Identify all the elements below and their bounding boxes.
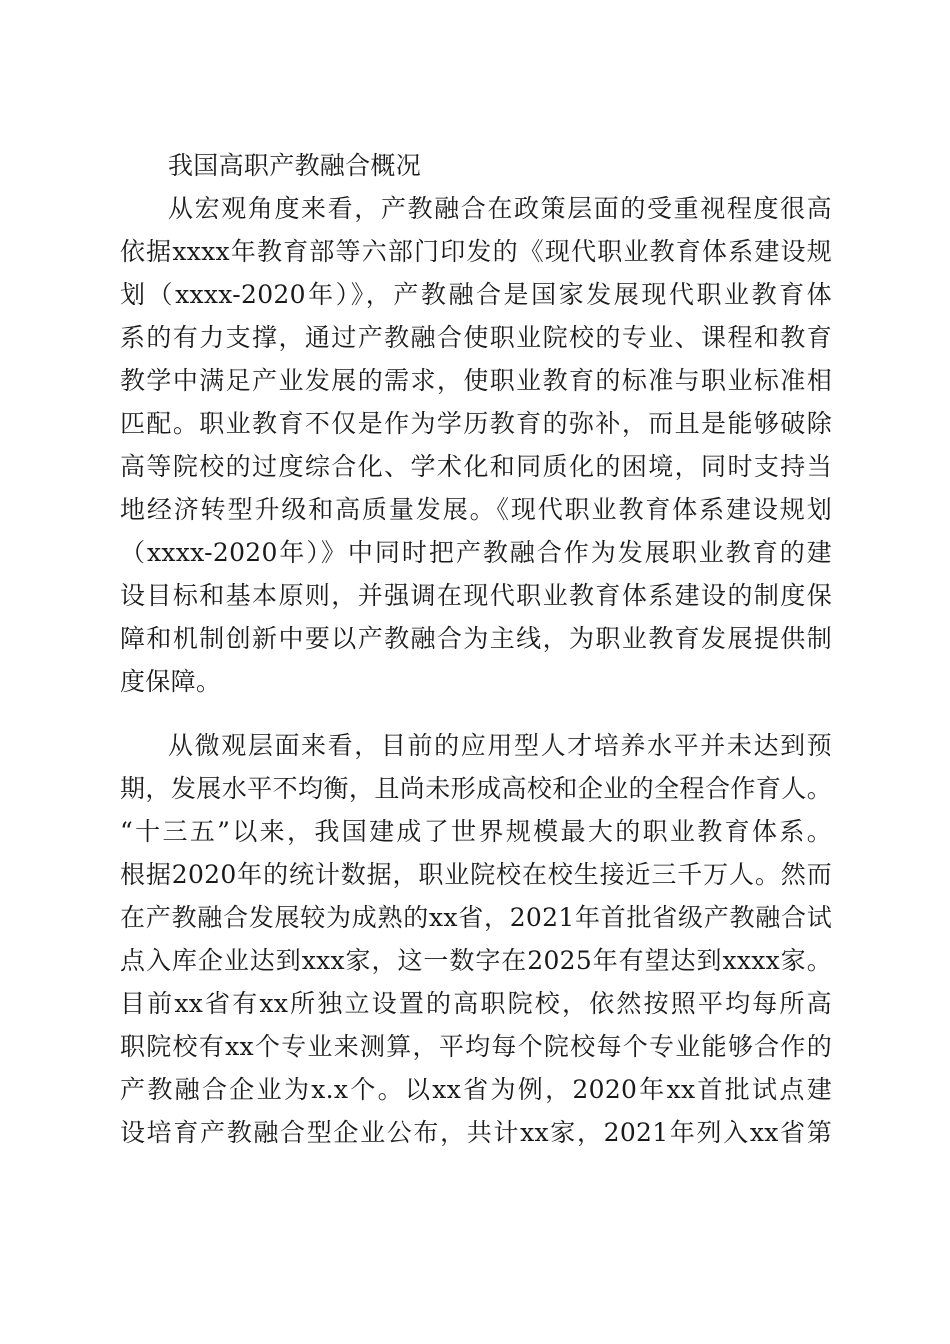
paragraph-line: 根据2020年的统计数据，职业院校在校生接近三千万人。然而 <box>120 860 832 889</box>
paragraph-line: 目前xx省有xx所独立设置的高职院校，依然按照平均每所高 <box>120 989 832 1018</box>
paragraph-line: 障和机制创新中要以产教融合为主线，为职业教育发展提供制 <box>120 624 832 653</box>
paragraph-line: 从微观层面来看，目前的应用型人才培养水平并未达到预 <box>168 731 832 760</box>
document-title: 我国高职产教融合概况 <box>168 151 422 180</box>
paragraph-line: 设目标和基本原则，并强调在现代职业教育体系建设的制度保 <box>120 581 832 610</box>
paragraph-line: 匹配。职业教育不仅是作为学历教育的弥补，而且是能够破除 <box>120 409 832 438</box>
paragraph-line: 教学中满足产业发展的需求，使职业教育的标准与职业标准相 <box>120 366 832 395</box>
paragraph-line: 划（xxxx-2020年）》，产教融合是国家发展现代职业教育体 <box>120 280 832 309</box>
paragraph-line: 职院校有xx个专业来测算，平均每个院校每个专业能够合作的 <box>120 1032 832 1061</box>
paragraph-line: 高等院校的过度综合化、学术化和同质化的困境，同时支持当 <box>120 452 832 481</box>
paragraph-line: 从宏观角度来看，产教融合在政策层面的受重视程度很高 <box>168 194 832 223</box>
paragraph-line: （xxxx-2020年）》中同时把产教融合作为发展职业教育的建 <box>120 538 832 567</box>
paragraph-line: 产教融合企业为x.x个。以xx省为例，2020年xx首批试点建 <box>120 1075 832 1104</box>
paragraph-line: 期，发展水平不均衡，且尚未形成高校和企业的全程合作育人。 <box>120 774 832 803</box>
paragraph-line: 在产教融合发展较为成熟的xx省，2021年首批省级产教融合试 <box>120 903 832 932</box>
paragraph-line: 依据xxxx年教育部等六部门印发的《现代职业教育体系建设规 <box>120 237 832 266</box>
paragraph-line: 度保障。 <box>120 667 222 696</box>
paragraph-line: “十三五”以来，我国建成了世界规模最大的职业教育体系。 <box>120 817 832 846</box>
paragraph-line: 地经济转型升级和高质量发展。《现代职业教育体系建设规划 <box>120 495 832 524</box>
paragraph-line: 点入库企业达到xxx家，这一数字在2025年有望达到xxxx家。 <box>120 946 832 975</box>
paragraph-line: 系的有力支撑，通过产教融合使职业院校的专业、课程和教育 <box>120 323 832 352</box>
paragraph-line: 设培育产教融合型企业公布，共计xx家，2021年列入xx省第 <box>120 1118 832 1147</box>
